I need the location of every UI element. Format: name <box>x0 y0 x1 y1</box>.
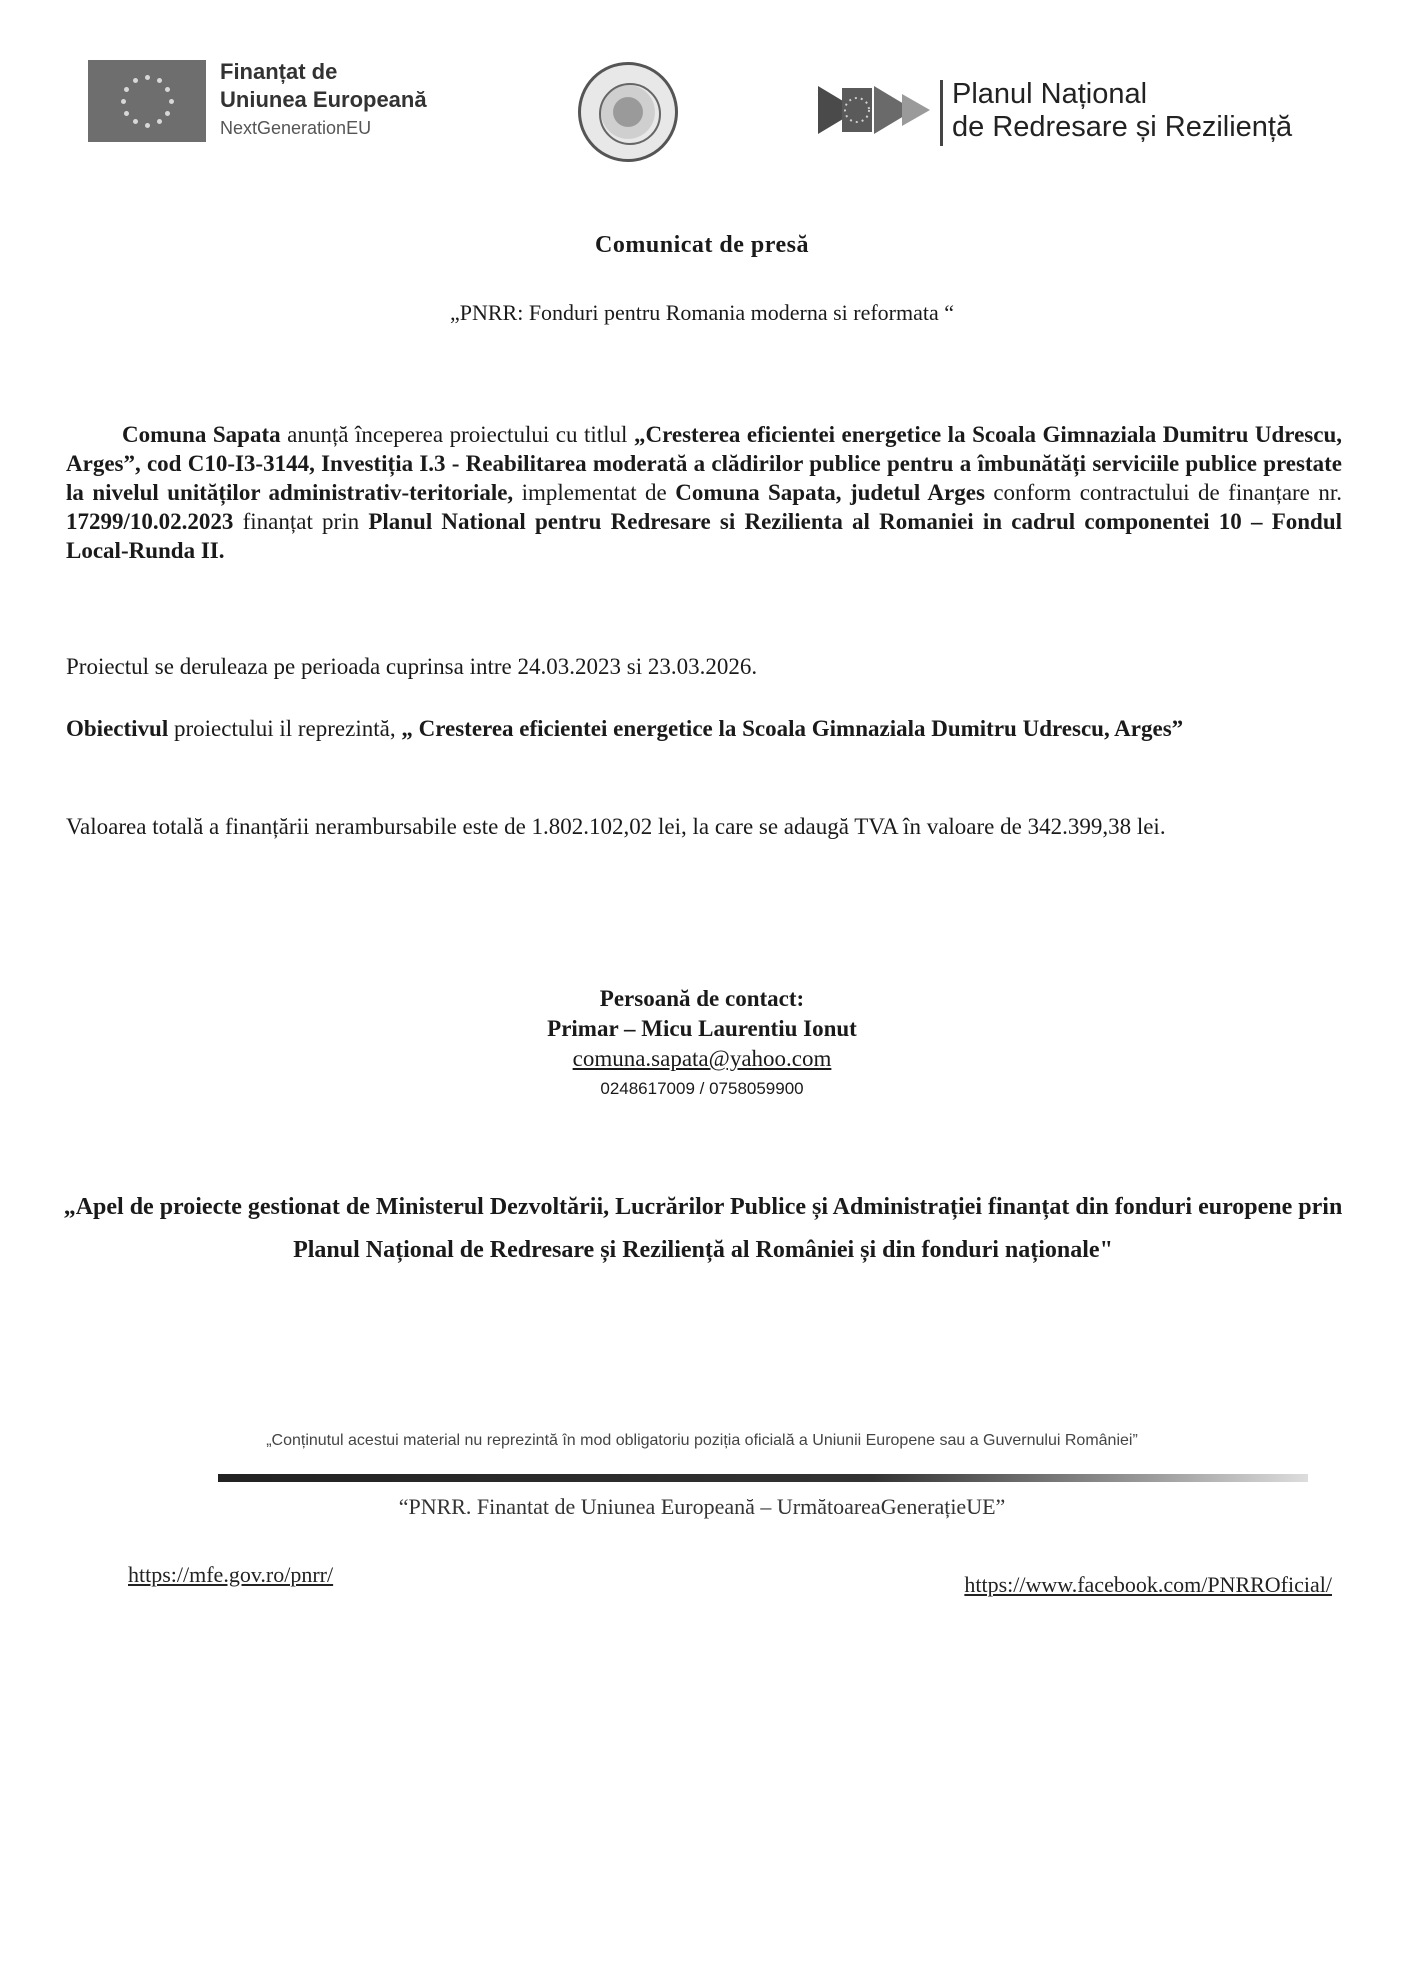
eu-star-icon <box>165 87 170 92</box>
contract-number: 17299/10.02.2023 <box>66 509 234 534</box>
project-announcement-paragraph: Comuna Sapata anunță începerea proiectului cu titlul „Cresterea eficientei energetice la Scoala Gimnaziala Dumitru Udrescu, Arges”, cod C10-I3-3144, Investiția I.3 - Reabilitarea moderată a clădirilor publice pentru a îmbunătăți serviciile publice prestate la nivelul unităților administrativ-teritoriale, implementat de Comuna Sapata, judetul Arges conform contractului de finanțare nr. 17299/10.02.2023 finanțat prin Planul National pentru Redresare si Rezilienta al Romaniei in cadrul componentei 10 – Fondul Local-Runda II. <box>66 422 1343 563</box>
footer-tagline: “PNRR. Finantat de Uniunea Europeană – UrmătoareaGenerațieUE” <box>398 1494 1006 1519</box>
contact-phone: 0248617009 / 0758059900 <box>600 1079 804 1098</box>
eu-star-icon <box>165 111 170 116</box>
eu-line2: Uniunea Europeană <box>220 87 427 112</box>
disclaimer-text: „Conținutul acestui material nu reprezintă în mod obligatoriu poziția oficială a Uniunii Europene sau a Guvernului României” <box>266 1432 1138 1449</box>
eu-star-icon <box>133 119 138 124</box>
eu-funding-label <box>220 58 427 142</box>
funding-appeal-statement: „Apel de proiecte gestionat de Ministerul Dezvoltării, Lucrărilor Publice și Administrației finanțat din fonduri europene prin Planul Național de Redresare și Reziliență al României și din fonduri naționale" <box>63 1194 1343 1263</box>
eu-star-icon <box>124 111 129 116</box>
contact-label: Persoană de contact: <box>599 986 805 1011</box>
contact-email[interactable]: comuna.sapata@yahoo.com <box>572 1046 832 1071</box>
eu-star-icon <box>145 123 150 128</box>
eu-star-icon <box>169 99 174 104</box>
eu-star-icon <box>133 78 138 83</box>
eu-flag-logo <box>88 60 206 142</box>
government-seal-logo <box>578 62 678 162</box>
eu-line3: NextGenerationEU <box>220 118 372 138</box>
pnrr-line1: Planul Național <box>952 78 1148 110</box>
pnrr-line2: de Redresare și Reziliență <box>952 111 1293 143</box>
eu-star-icon <box>121 99 126 104</box>
footer-divider <box>218 1474 1308 1482</box>
eu-star-icon <box>124 87 129 92</box>
eu-line1: Finanțat de <box>220 59 338 84</box>
contact-name: Primar – Micu Laurentiu Ionut <box>547 1016 857 1041</box>
contact-block <box>0 984 1404 1104</box>
eu-star-icon <box>157 78 162 83</box>
facebook-link[interactable]: https://www.facebook.com/PNRROficial/ <box>964 1572 1332 1597</box>
beneficiary: Comuna Sapata, judetul Arges <box>675 480 985 505</box>
eu-star-icon <box>157 119 162 124</box>
program-name: Planul National pentru Redresare si Rezilienta al Romaniei in cadrul componentei 10 – Fondul Local-Runda II. <box>66 509 1343 563</box>
pnrr-logo-icon <box>818 80 938 140</box>
commune-name: Comuna Sapata <box>122 422 281 447</box>
press-release-subtitle: „PNRR: Fonduri pentru Romania moderna si reformata “ <box>449 300 955 325</box>
press-release-title: Comunicat de presă <box>595 232 809 258</box>
project-title: „Cresterea eficientei energetice la Scoala Gimnaziala Dumitru Udrescu, Arges”, cod C10-I3-3144, Investiția I.3 - Reabilitarea moderată a clădirilor publice pentru a îmbunătăți serviciile publice prestate la nivelul unităților administrativ-teritoriale, <box>66 422 1342 505</box>
project-period-paragraph: Proiectul se deruleaza pe perioada cuprinsa intre 24.03.2023 si 23.03.2026. <box>66 654 758 679</box>
funding-value-paragraph: Valoarea totală a finanțării nerambursabile este de 1.802.102,02 lei, la care se adaugă TVA în valoare de 342.399,38 lei. <box>66 814 1166 839</box>
project-objective-paragraph: Obiectivul proiectului il reprezintă, „ Cresterea eficientei energetice la Scoala Gimnaziala Dumitru Udrescu, Arges” <box>66 716 1184 741</box>
mfe-link[interactable]: https://mfe.gov.ro/pnrr/ <box>128 1562 334 1587</box>
pnrr-divider <box>940 80 943 146</box>
pnrr-label <box>952 78 1292 144</box>
eu-star-icon <box>145 75 150 80</box>
objective-text: „ Cresterea eficientei energetice la Scoala Gimnaziala Dumitru Udrescu, Arges” <box>401 716 1184 741</box>
